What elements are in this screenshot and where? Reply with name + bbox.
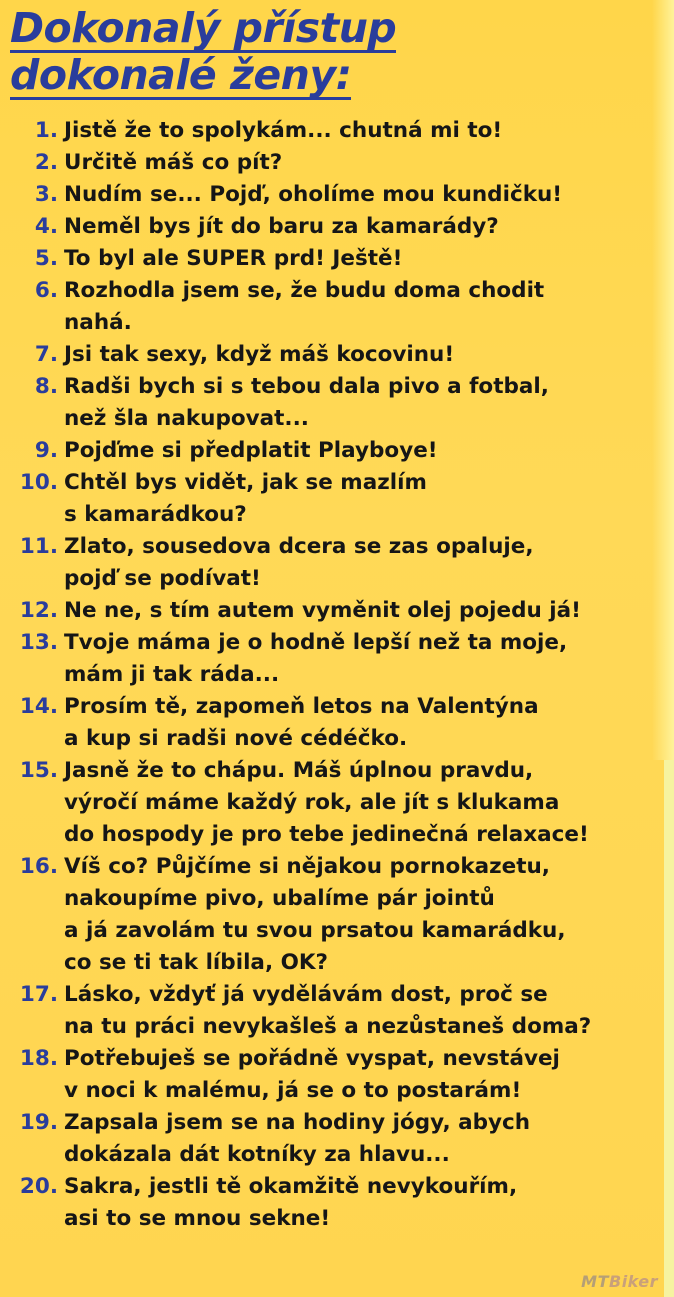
list-item-text: Neměl bys jít do baru za kamarády? [64,214,499,239]
list-item [0,1171,660,1235]
list-item [0,275,660,339]
list-item-text: Ne ne, s tím autem vyměnit olej pojedu já! [64,598,581,623]
list-item [0,627,660,691]
list-item [0,1043,660,1107]
list-item [0,179,660,211]
list-item-text: Jistě že to spolykám... chutná mi to! [64,118,503,143]
list-item [0,435,660,467]
watermark-logo [581,1272,658,1291]
list-item [0,851,660,979]
list-item-text: Chtěl bys vidět, jak se mazlím s kamarádkou? [64,470,427,527]
list-item-number: 4. [34,214,58,239]
list-item-text: Jsi tak sexy, když máš kocovinu! [64,342,455,367]
watermark-part-2: Biker [609,1272,658,1291]
list-item [0,339,660,371]
list-item [0,691,660,755]
list-item-text: To byl ale SUPER prd! Ještě! [64,246,403,271]
list-item [0,243,660,275]
list-item-number: 5. [34,246,58,271]
list-item [0,211,660,243]
list-item-number: 3. [34,182,58,207]
list-item-text: Jasně že to chápu. Máš úplnou pravdu, výročí máme každý rok, ale jít s klukama do hospody je pro tebe jedinečná relaxace! [64,758,589,847]
list-item-text: Určitě máš co pít? [64,150,283,175]
list-item-number: 15. [19,758,58,783]
list-item-text: Nudím se... Pojď, oholíme mou kundičku! [64,182,563,207]
list-item-number: 11. [19,534,58,559]
list-item [0,979,660,1043]
list-item-number: 7. [34,342,58,367]
list-item-number: 18. [19,1046,58,1071]
list-item-number: 14. [19,694,58,719]
list-item-text: Lásko, vždyť já vydělávám dost, proč se na tu práci nevykašleš a nezůstaneš doma? [64,982,592,1039]
list-item-text: Sakra, jestli tě okamžitě nevykouřím, asi to se mnou sekne! [64,1174,518,1231]
list-item-number: 6. [34,278,58,303]
title-line-1: Dokonalý přístup [10,4,397,52]
page-title [10,6,396,100]
list-item-number: 9. [34,438,58,463]
list-item-number: 13. [19,630,58,655]
list-item-text: Víš co? Půjčíme si nějakou pornokazetu, nakoupíme pivo, ubalíme pár jointů a já zavolám tu svou prsatou kamarádku, co se ti tak líbila, OK? [64,854,566,975]
page-edge-lower [664,760,674,1297]
list-item [0,595,660,627]
title-line-2: dokonalé ženy: [10,51,352,99]
list-item-number: 2. [34,150,58,175]
list-item [0,755,660,851]
list-item-number: 8. [34,374,58,399]
numbered-list [0,115,660,1235]
list-item [0,147,660,179]
list-item-number: 1. [34,118,58,143]
list-item-text: Radši bych si s tebou dala pivo a fotbal, než šla nakupovat... [64,374,549,431]
list-item-text: Prosím tě, zapomeň letos na Valentýna a kup si radši nové cédéčko. [64,694,539,751]
list-item-number: 12. [19,598,58,623]
list-item [0,115,660,147]
list-item-number: 16. [19,854,58,879]
list-item-text: Pojďme si předplatit Playboye! [64,438,438,463]
list-item-number: 20. [19,1174,58,1199]
list-item [0,1107,660,1171]
list-item-text: Tvoje máma je o hodně lepší než ta moje, mám ji tak ráda... [64,630,568,687]
list-item-number: 19. [19,1110,58,1135]
list-item [0,531,660,595]
list-item [0,371,660,435]
list-item-number: 10. [19,470,58,495]
watermark-part-1: MT [581,1272,609,1291]
list-item-text: Zapsala jsem se na hodiny jógy, abych dokázala dát kotníky za hlavu... [64,1110,531,1167]
list-item-text: Rozhodla jsem se, že budu doma chodit nahá. [64,278,545,335]
list-item-text: Potřebuješ se pořádně vyspat, nevstávej v noci k malému, já se o to postarám! [64,1046,560,1103]
list-item [0,467,660,531]
list-item-number: 17. [19,982,58,1007]
list-item-text: Zlato, sousedova dcera se zas opaluje, pojď se podívat! [64,534,534,591]
